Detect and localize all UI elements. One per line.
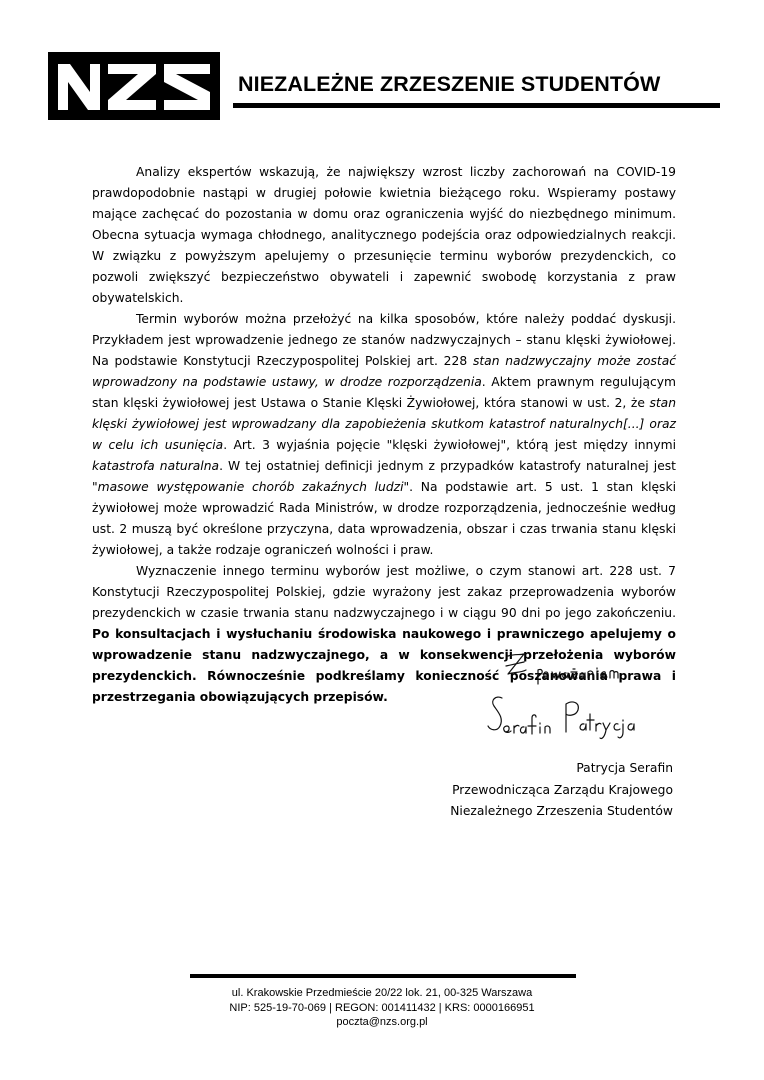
signer-name: Patrycja Serafin	[576, 761, 673, 775]
paragraph-2	[92, 309, 676, 561]
p3-text-1: Wyznaczenie innego terminu wyborów jest możliwe, o czym stanowi art. 228 ust. 7 Konstytucji Rzeczypospolitej Polskiej, gdzie wyrażony jest zakaz przeprowadzenia wyborów prezydenckich w czasie trwania stanu nadzwyczajnego i w ciągu 90 dni po jego zakończeniu.	[92, 564, 676, 620]
p3-bold-appeal: Po konsultacjach i wysłuchaniu środowiska naukowego i prawniczego apelujemy o wprowadzenie stanu nadzwyczajnego, a w konsekwencji przełożenia wyborów prezydenckich. Równocześnie podkreślamy konieczność poszanowania prawa i przestrzegania obowiązujących przepisów.	[92, 627, 676, 704]
p2-text-5: ". Na podstawie art. 5 ust. 1 stan klęski żywiołowej może wprowadzić Rada Ministrów, w drodze rozporządzenia, jednocześnie według ust. 2 muszą być określone przyczyna, data wprowadzenia, obszar i czas trwania stanu klęski żywiołowej, a także rodzaje ograniczeń wolności i praw.	[92, 480, 676, 557]
p2-quote-4: masowe występowanie chorób zakaźnych ludzi	[97, 480, 404, 494]
letter-body	[92, 162, 676, 708]
p2-quote-3: katastrofa naturalna	[92, 459, 220, 473]
organization-name: NIEZALEŻNE ZRZESZENIE STUDENTÓW	[238, 72, 661, 96]
signature-block	[450, 758, 673, 823]
handwritten-signature	[480, 648, 640, 760]
footer-divider	[190, 974, 576, 978]
signer-role: Przewodnicząca Zarządu Krajowego	[452, 782, 673, 797]
signer-organization: Niezależnego Zrzeszenia Studentów	[450, 804, 673, 818]
p2-text-1: Termin wyborów można przełożyć na kilka sposobów, które należy poddać dyskusji. Przykładem jest wprowadzenie jednego ze stanów nadzwyczajnych – stanu klęski żywiołowej. Na podstawie Konstytucji Rzeczypospolitej Polskiej art. 228	[92, 312, 676, 368]
header-divider	[233, 103, 720, 108]
paragraph-1: Analizy ekspertów wskazują, że największy wzrost liczby zachorowań na COVID-19 prawdopodobnie nastąpi w drugiej połowie kwietnia bieżącego roku. Wspieramy postawy mające zachęcać do pozostania w domu oraz ograniczenia wyjść do niezbędnego minimum. Obecna sytuacja wymaga chłodnego, analitycznego podejścia oraz odpowiedzialnych reakcji. W związku z powyższym apelujemy o przesunięcie terminu wyborów prezydenckich, co pozwoli zwiększyć bezpieczeństwo obywateli i zapewnić swobodę korzystania z praw obywatelskich.	[92, 165, 676, 305]
p2-text-2: . Aktem prawnym regulującym stan klęski żywiołowej jest Ustawa o Stanie Klęski Żywiołowej, która stanowi w ust. 2, że	[92, 375, 677, 410]
p2-text-4: . W tej ostatniej definicji jednym z przypadków katastrofy naturalnej jest "	[92, 459, 677, 494]
nzs-logo	[48, 52, 220, 120]
footer	[0, 986, 764, 1030]
footer-email: poczta@nzs.org.pl	[336, 1016, 428, 1028]
p2-text-3: . Art. 3 wyjaśnia pojęcie "klęski żywiołowej", którą jest między innymi	[223, 438, 676, 452]
footer-address: ul. Krakowskie Przedmieście 20/22 lok. 21, 00-325 Warszawa	[231, 987, 533, 999]
p2-quote-2: stan klęski żywiołowej jest wprowadzany dla zapobieżenia skutkom katastrof naturalnych[...] oraz w celu ich usunięcia	[92, 396, 676, 452]
footer-registration-ids: NIP: 525-19-70-069 | REGON: 001411432 | KRS: 0000166951	[229, 1001, 535, 1014]
p2-quote-1: stan nadzwyczajny może zostać wprowadzony na podstawie ustawy, w drodze rozporządzenia	[92, 354, 676, 389]
